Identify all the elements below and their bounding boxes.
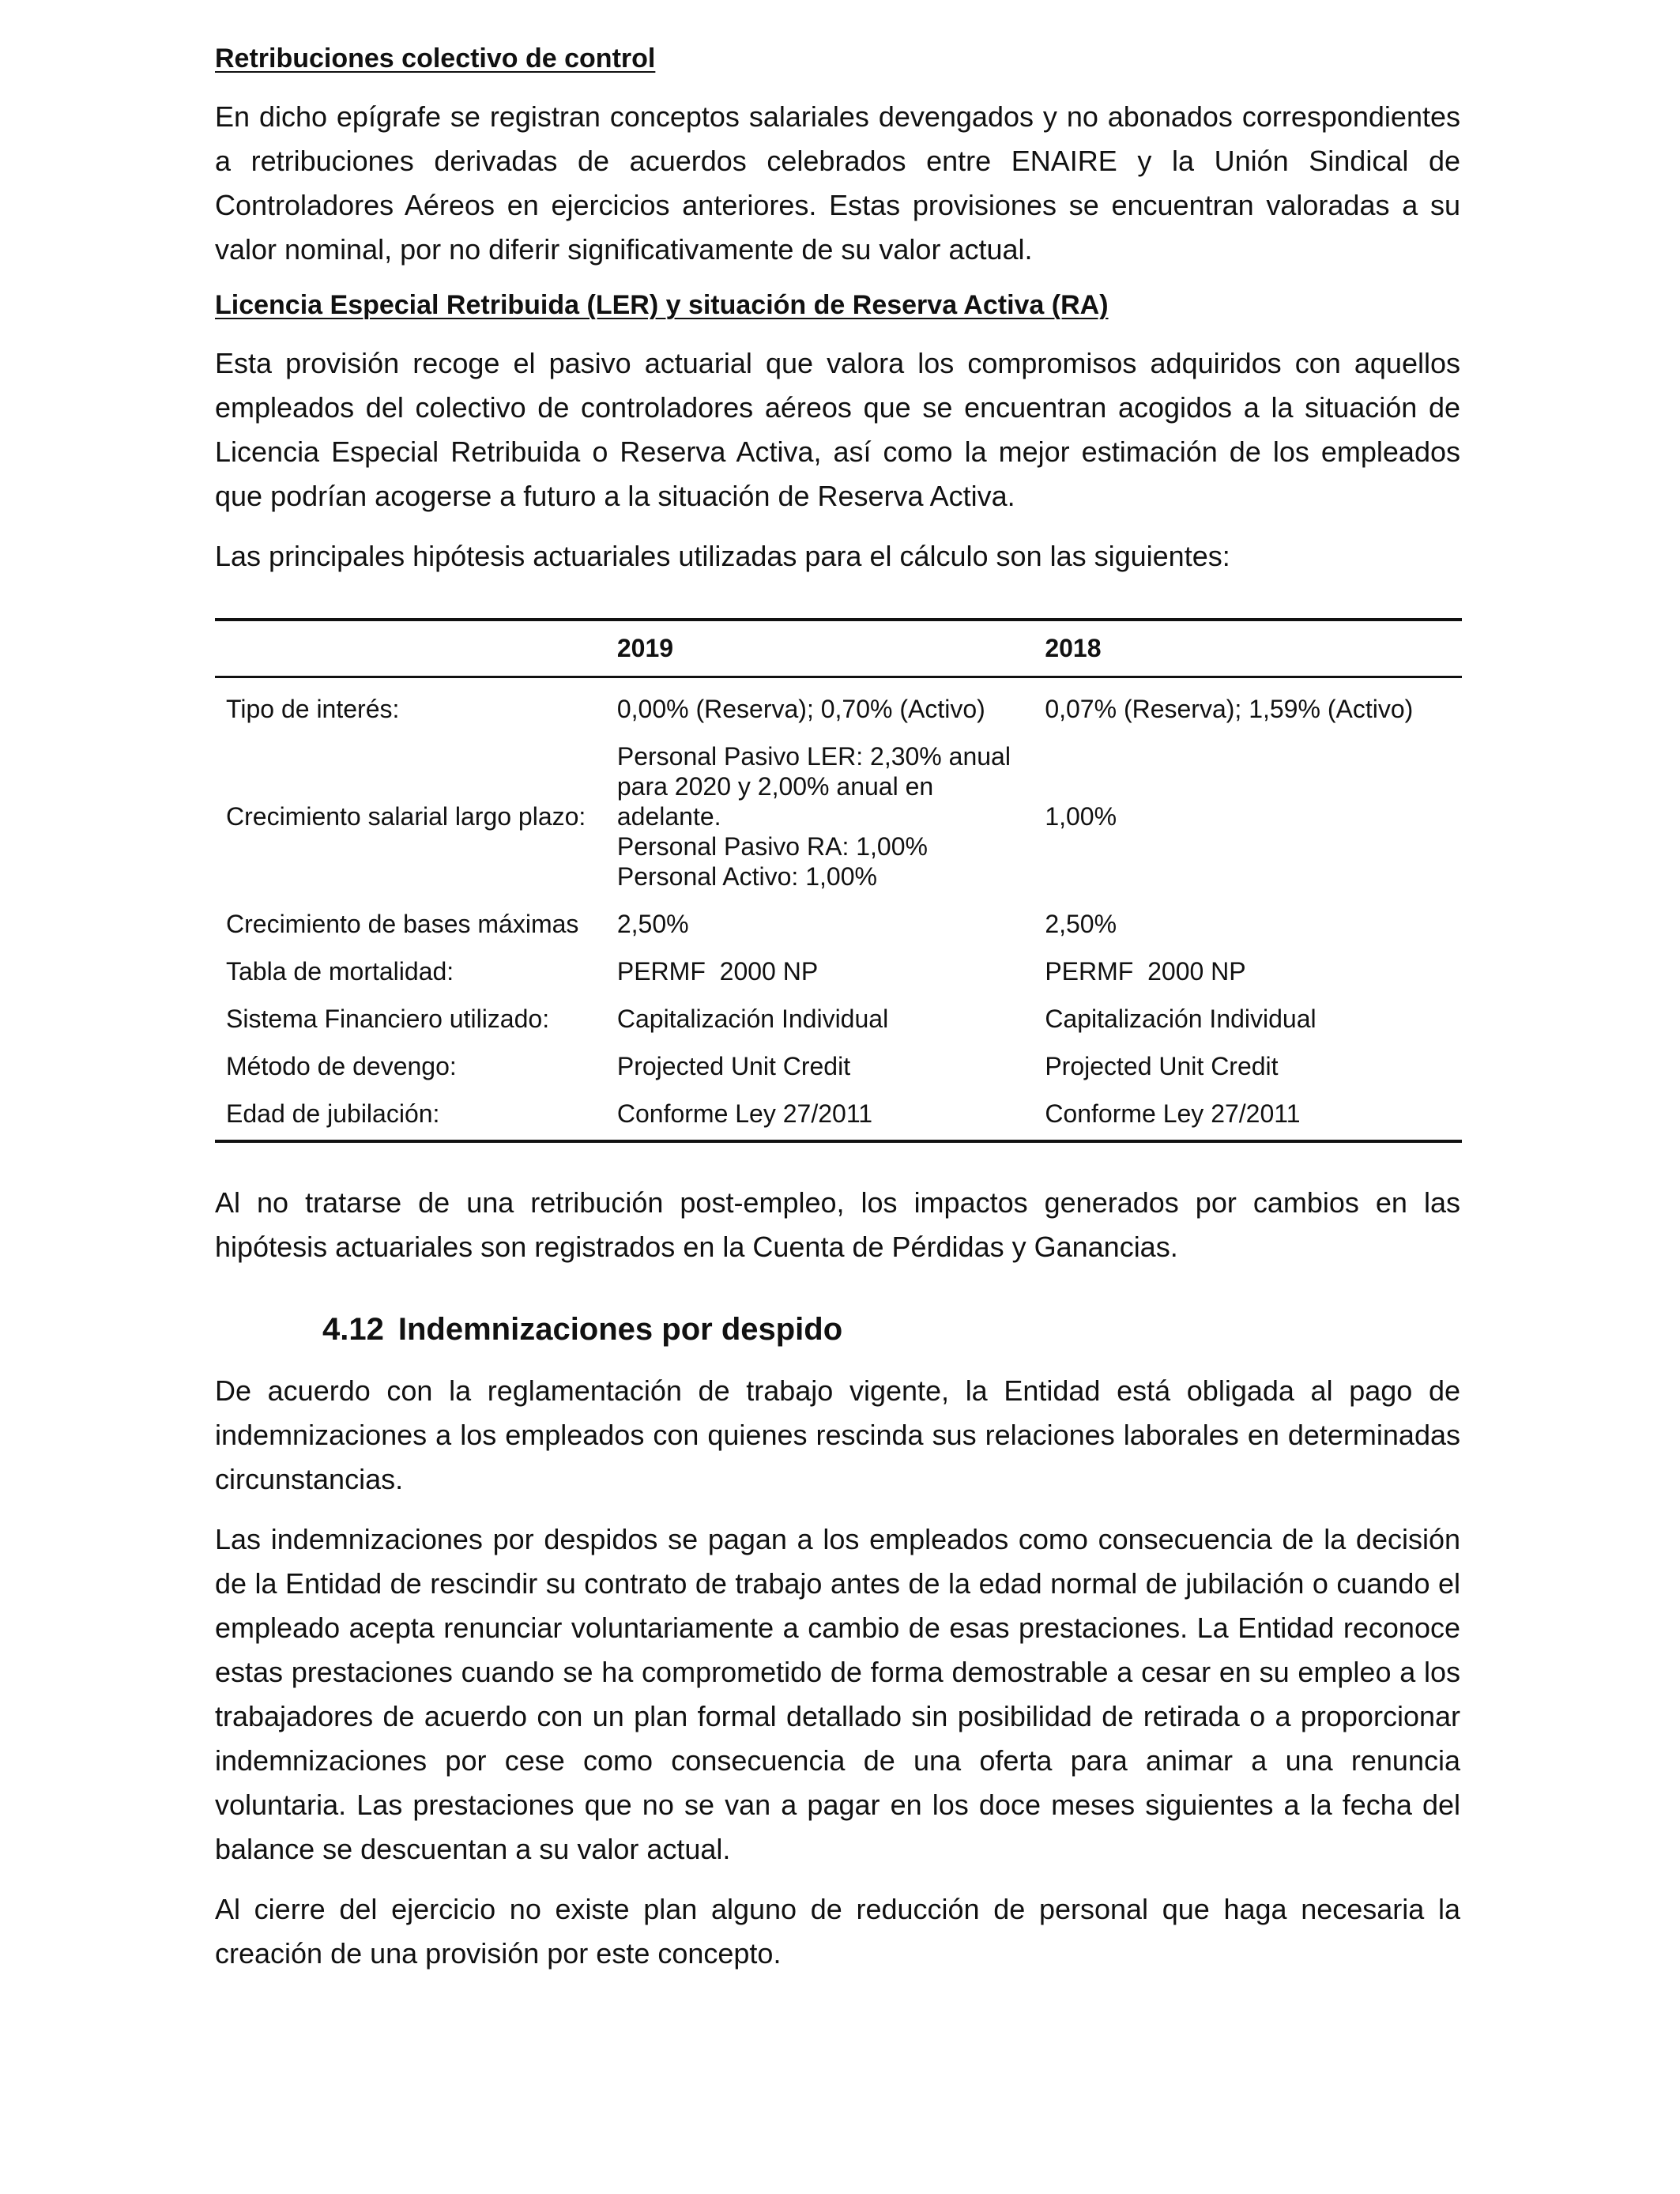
cell-2018: PERMF 2000 NP (1045, 957, 1246, 986)
row-label: Tipo de interés: (226, 695, 400, 723)
row-label: Crecimiento salarial largo plazo: (226, 802, 586, 831)
paragraph-indemnizaciones-2: Las indemnizaciones por despidos se pagan a los empleados como consecuencia de la decisión de la Entidad de rescindir su contrato de trabajo antes de la edad normal de jubilación o cuando el empleado acepta renunciar voluntariamente a cambio de esas prestaciones. La Entidad reconoce estas prestaciones cuando se ha comprometido de forma demostrable a cesar en su empleo a los trabajadores de acuerdo con un plan formal detallado sin posibilidad de retirada o a proporcionar indemnizaciones por cese como consecuencia de una oferta para animar a una renuncia voluntaria. Las prestaciones que no se van a pagar en los doce meses siguientes a la fecha del balance se descuentan a su valor actual. (215, 1523, 1460, 1865)
cell-2019: Conforme Ley 27/2011 (617, 1089, 1045, 1141)
paragraph-hypotheses-intro: Las principales hipótesis actuariales utilizadas para el cálculo son las siguientes: (215, 540, 1230, 572)
heading-ler-ra: Licencia Especial Retribuida (LER) y situación de Reserva Activa (RA) (215, 290, 1109, 320)
cell-2018: Capitalización Individual (1045, 1005, 1317, 1033)
table-row (215, 994, 1462, 1042)
cell-2018: 1,00% (1045, 802, 1117, 831)
table-row (215, 1042, 1462, 1089)
cell-line: adelante. (616, 802, 721, 831)
cell-2019: 2,50% (616, 910, 689, 938)
section-heading-4-12 (322, 1307, 1460, 1351)
row-label: Sistema Financiero utilizado: (226, 1005, 550, 1033)
cell-2018: 2,50% (1045, 910, 1117, 938)
section-number: 4.12 (322, 1312, 384, 1347)
cell-line: Personal Pasivo RA: 1,00% (616, 832, 928, 861)
row-label: Edad de jubilación: (215, 1089, 617, 1141)
table-row (215, 732, 1462, 899)
table-header-row (215, 620, 1462, 677)
cell-2019: Projected Unit Credit (616, 1052, 851, 1080)
paragraph-indemnizaciones-1: De acuerdo con la reglamentación de trabajo vigente, la Entidad está obligada al pago de indemnizaciones a los empleados con quienes rescinda sus relaciones laborales en determinadas circunstancias. (215, 1374, 1460, 1495)
actuarial-hypotheses-table (215, 618, 1462, 1143)
header-2018: 2018 (1045, 620, 1462, 677)
section-title: Indemnizaciones por despido (397, 1312, 843, 1347)
row-label: Crecimiento de bases máximas (226, 910, 579, 938)
cell-2018: Projected Unit Credit (1045, 1052, 1279, 1080)
document-page (215, 41, 1460, 1992)
paragraph-ler-ra: Esta provisión recoge el pasivo actuarial que valora los compromisos adquiridos con aquellos empleados del colectivo de controladores aéreos que se encuentran acogidos a la situación de Licencia Especial Retribuida o Reserva Activa, así como la mejor estimación de los empleados que podrían acogerse a futuro a la situación de Reserva Activa. (215, 347, 1460, 512)
header-label-cell (215, 620, 617, 677)
row-label: Tabla de mortalidad: (226, 957, 454, 986)
row-label: Método de devengo: (226, 1052, 457, 1080)
paragraph-post-table: Al no tratarse de una retribución post-empleo, los impactos generados por cambios en las hipótesis actuariales son registrados en la Cuenta de Pérdidas y Ganancias. (215, 1186, 1460, 1263)
heading-retribuciones: Retribuciones colectivo de control (215, 43, 656, 74)
cell-2018: Conforme Ley 27/2011 (1045, 1089, 1462, 1141)
cell-2019: Capitalización Individual (616, 1005, 889, 1033)
table-row (215, 899, 1462, 947)
cell-line: Personal Activo: 1,00% (616, 862, 877, 891)
cell-2018: 0,07% (Reserva); 1,59% (Activo) (1045, 695, 1414, 723)
paragraph-indemnizaciones-3: Al cierre del ejercicio no existe plan alguno de reducción de personal que haga necesaria la creación de una provisión por este concepto. (215, 1893, 1460, 1970)
cell-2019 (617, 732, 1045, 899)
table-row (215, 1089, 1462, 1141)
header-2019: 2019 (617, 620, 1045, 677)
table-row (215, 947, 1462, 994)
cell-line: para 2020 y 2,00% anual en (616, 772, 934, 801)
cell-2019: PERMF 2000 NP (616, 957, 819, 986)
paragraph-retribuciones: En dicho epígrafe se registran conceptos salariales devengados y no abonados correspondientes a retribuciones derivadas de acuerdos celebrados entre ENAIRE y la Unión Sindical de Controladores Aéreos en ejercicios anteriores. Estas provisiones se encuentran valoradas a su valor nominal, por no diferir significativamente de su valor actual. (215, 100, 1460, 266)
cell-line: Personal Pasivo LER: 2,30% anual (616, 742, 1011, 771)
cell-2019: 0,00% (Reserva); 0,70% (Activo) (616, 695, 985, 723)
table-row (215, 677, 1462, 733)
